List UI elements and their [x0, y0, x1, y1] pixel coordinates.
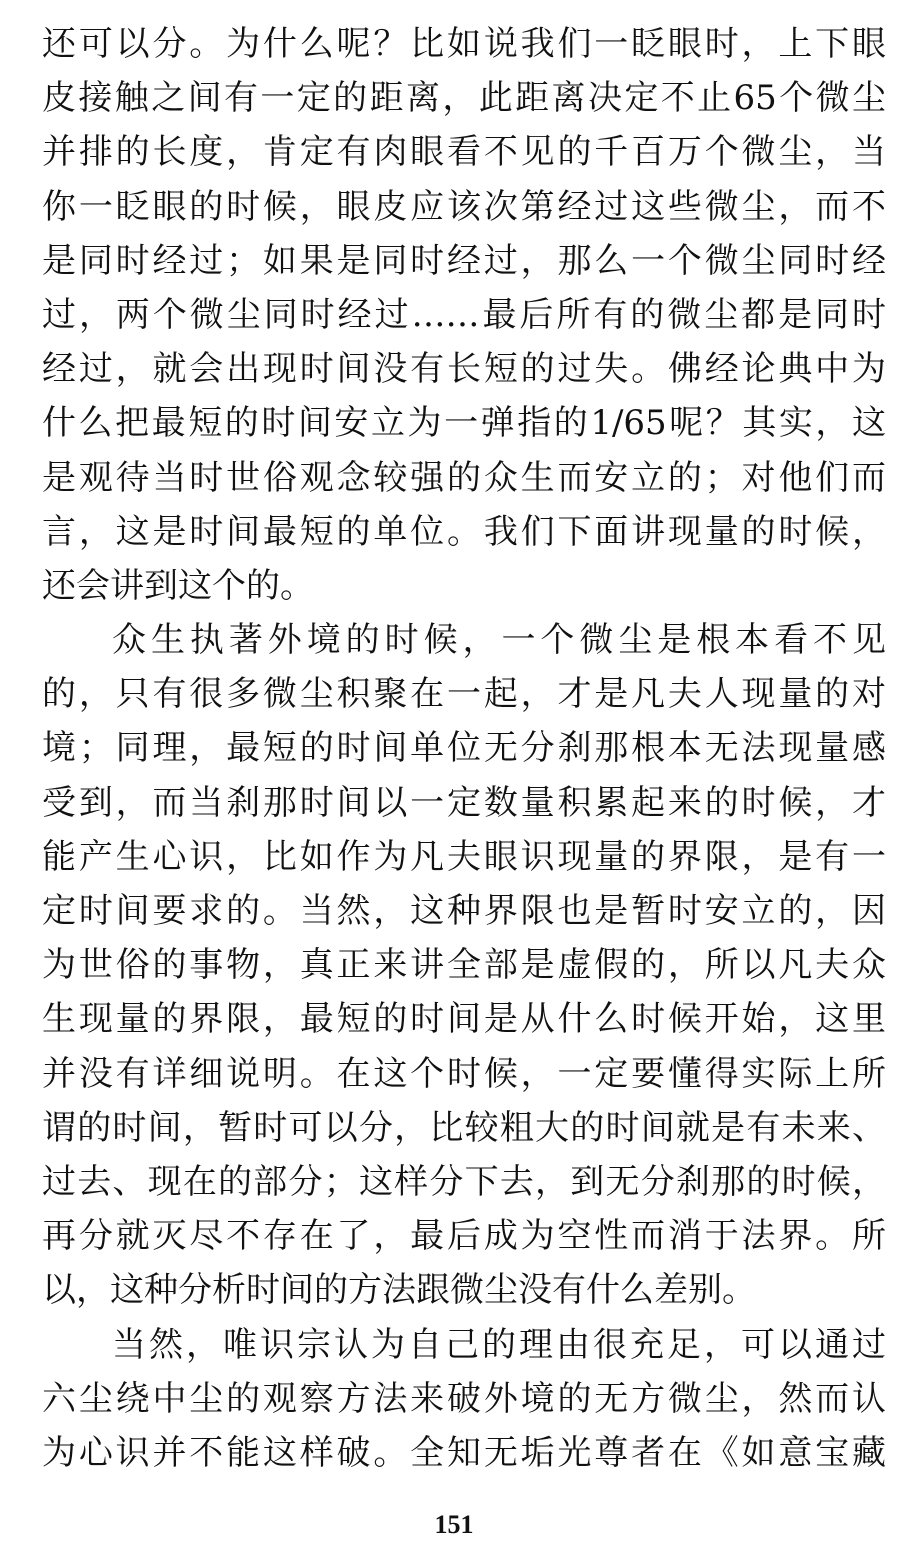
text-line: 再分就灭尽不存在了，最后成为空性而消于法界。所 [42, 1216, 886, 1257]
text-line: 过去、现在的部分；这样分下去，到无分刹那的时候， [42, 1161, 886, 1202]
text-line: 受到，而当刹那时间以一定数量积累起来的时候，才 [42, 782, 886, 823]
text-line: 并没有详细说明。在这个时候，一定要懂得实际上所 [42, 1053, 886, 1094]
text-line: 以，这种分析时间的方法跟微尘没有什么差别。 [42, 1270, 756, 1311]
text-line: 境；同理，最短的时间单位无分刹那根本无法现量感 [42, 728, 886, 769]
text-line: 能产生心识，比如作为凡夫眼识现量的界限，是有一 [42, 836, 886, 877]
text-line: 经过，就会出现时间没有长短的过失。佛经论典中为 [42, 349, 886, 390]
text-line: 是观待当时世俗观念较强的众生而安立的；对他们而 [42, 457, 886, 498]
text-line: 定时间要求的。当然，这种界限也是暂时安立的，因 [42, 891, 886, 931]
text-line: 当然，唯识宗认为自己的理由很充足，可以通过 [112, 1324, 886, 1365]
text-line: 并排的长度，肯定有肉眼看不见的千百万个微尘，当 [42, 132, 886, 173]
text-line: 众生执著外境的时候，一个微尘是根本看不见 [112, 620, 886, 661]
text-line: 六尘绕中尘的观察方法来破外境的无方微尘，然而认 [42, 1378, 886, 1419]
text-line: 你一眨眼的时候，眼皮应该次第经过这些微尘，而不 [42, 186, 886, 227]
text-line: 为心识并不能这样破。全知无垢光尊者在《如意宝藏 [42, 1432, 886, 1473]
text-line: 言，这是时间最短的单位。我们下面讲现量的时候， [42, 511, 886, 552]
text-line: 是同时经过；如果是同时经过，那么一个微尘同时经 [42, 240, 886, 281]
body-text [42, 17, 886, 1480]
text-line: 还可以分。为什么呢？比如说我们一眨眼时，上下眼 [42, 24, 886, 64]
text-line: 什么把最短的时间安立为一弹指的1/65呢？其实，这 [42, 403, 886, 444]
text-line: 皮接触之间有一定的距离，此距离决定不止65个微尘 [42, 78, 886, 119]
text-line: 还会讲到这个的。 [42, 565, 314, 606]
text-line: 生现量的界限，最短的时间是从什么时候开始，这里 [42, 999, 886, 1040]
text-line: 谓的时间，暂时可以分，比较粗大的时间就是有未来、 [42, 1107, 886, 1148]
text-line: 过，两个微尘同时经过……最后所有的微尘都是同时 [42, 294, 886, 335]
text-line: 的，只有很多微尘积聚在一起，才是凡夫人现量的对 [42, 674, 886, 715]
text-line: 为世俗的事物，真正来讲全部是虚假的，所以凡夫众 [42, 945, 886, 986]
page-number: 151 [434, 1510, 474, 1539]
